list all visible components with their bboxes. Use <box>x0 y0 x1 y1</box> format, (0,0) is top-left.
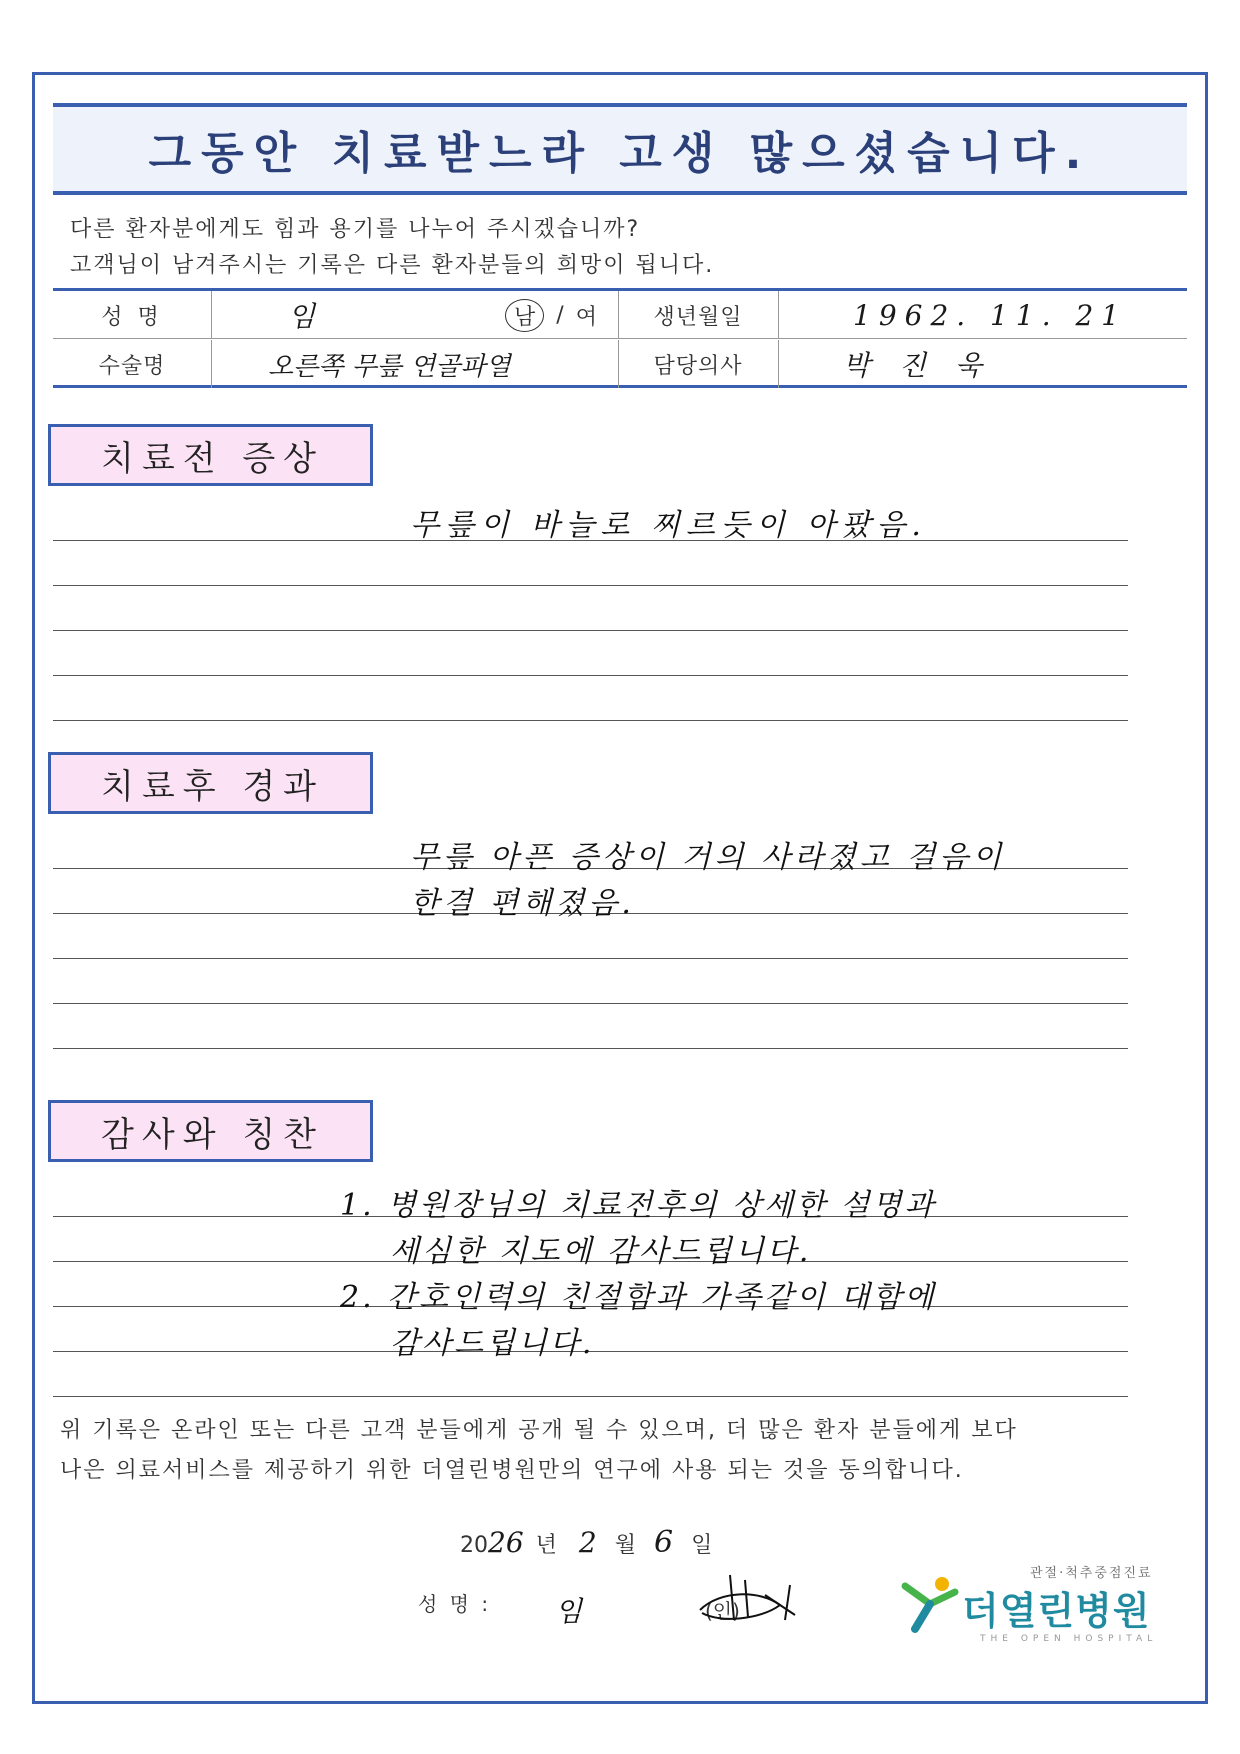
doctor-value: 박 진 욱 <box>843 349 992 382</box>
date-row <box>460 1525 712 1560</box>
logo-english: THE OPEN HOSPITAL <box>980 1634 1158 1644</box>
date-day-label: 일 <box>691 1533 713 1558</box>
name-label: 성 명 <box>101 304 163 330</box>
after-text-line-2: 한결 편해졌음. <box>410 886 635 921</box>
name-value: 임 <box>288 300 316 333</box>
person-icon <box>900 1574 960 1634</box>
intro-line-1: 다른 환자분에게도 힘과 용기를 나누어 주시겠습니까? <box>70 217 641 242</box>
section-title-after: 치료후 경과 <box>48 752 373 814</box>
date-year-label: 년 <box>535 1533 557 1558</box>
info-row-2 <box>53 340 1187 388</box>
section-title-thanks: 감사와 칭찬 <box>48 1100 373 1162</box>
after-text-line-1: 무릎 아픈 증상이 거의 사라졌고 걸음이 <box>410 840 1006 875</box>
info-row-1 <box>53 291 1187 339</box>
birth-value: 1962. 11. 21 <box>853 298 1128 332</box>
date-month-label: 월 <box>614 1533 636 1558</box>
gender-male: 남 <box>505 299 544 332</box>
date-year-suffix: 26 <box>488 1526 524 1559</box>
birth-label: 생년월일 <box>653 304 743 330</box>
signature-label: 성 명 : <box>418 1592 492 1616</box>
section-title-before: 치료전 증상 <box>48 424 373 486</box>
thanks-text-line-3: 2. 간호인력의 친절함과 가족같이 대함에 <box>340 1280 937 1315</box>
signature-seal-label: (인) <box>705 1599 740 1623</box>
signature-scribble <box>690 1565 810 1635</box>
intro-line-2: 고객님이 남겨주시는 기록은 다른 환자분들의 희망이 됩니다. <box>70 253 715 278</box>
hospital-logo <box>900 1562 1170 1652</box>
surgery-label: 수술명 <box>98 353 166 379</box>
consent-line-1: 위 기록은 온라인 또는 다른 고객 분들에게 공개 될 수 있으며, 더 많은 환자 분들에게 보다 <box>60 1418 1018 1443</box>
logo-name: 더열린병원 <box>962 1589 1151 1633</box>
thanks-text-line-1: 1. 병원장님의 치료전후의 상세한 설명과 <box>340 1188 937 1223</box>
doctor-label: 담당의사 <box>653 353 743 379</box>
before-text-line-1: 무릎이 바늘로 찌르듯이 아팠음. <box>410 508 927 543</box>
surgery-value: 오른쪽 무릎 연골파열 <box>268 351 511 382</box>
date-day: 6 <box>654 1525 674 1560</box>
banner <box>53 103 1187 195</box>
patient-info-table <box>53 288 1187 388</box>
signature-row <box>418 1588 491 1617</box>
logo-subtitle: 관절·척추중점진료 <box>1030 1566 1153 1581</box>
date-month: 2 <box>578 1526 597 1559</box>
thanks-text-line-4: 감사드립니다. <box>390 1326 595 1361</box>
gender-female: 여 <box>575 304 597 330</box>
thanks-text-line-2: 세심한 지도에 감사드립니다. <box>390 1234 812 1269</box>
signature-name: 임 <box>555 1595 583 1628</box>
consent-line-2: 나은 의료서비스를 제공하기 위한 더열린병원만의 연구에 사용 되는 것을 동의합니다. <box>60 1458 964 1483</box>
date-year-prefix: 20 <box>460 1533 488 1558</box>
banner-title: 그동안 치료받느라 고생 많으셨습니다. <box>148 128 1092 179</box>
gender-separator: / <box>556 302 564 328</box>
